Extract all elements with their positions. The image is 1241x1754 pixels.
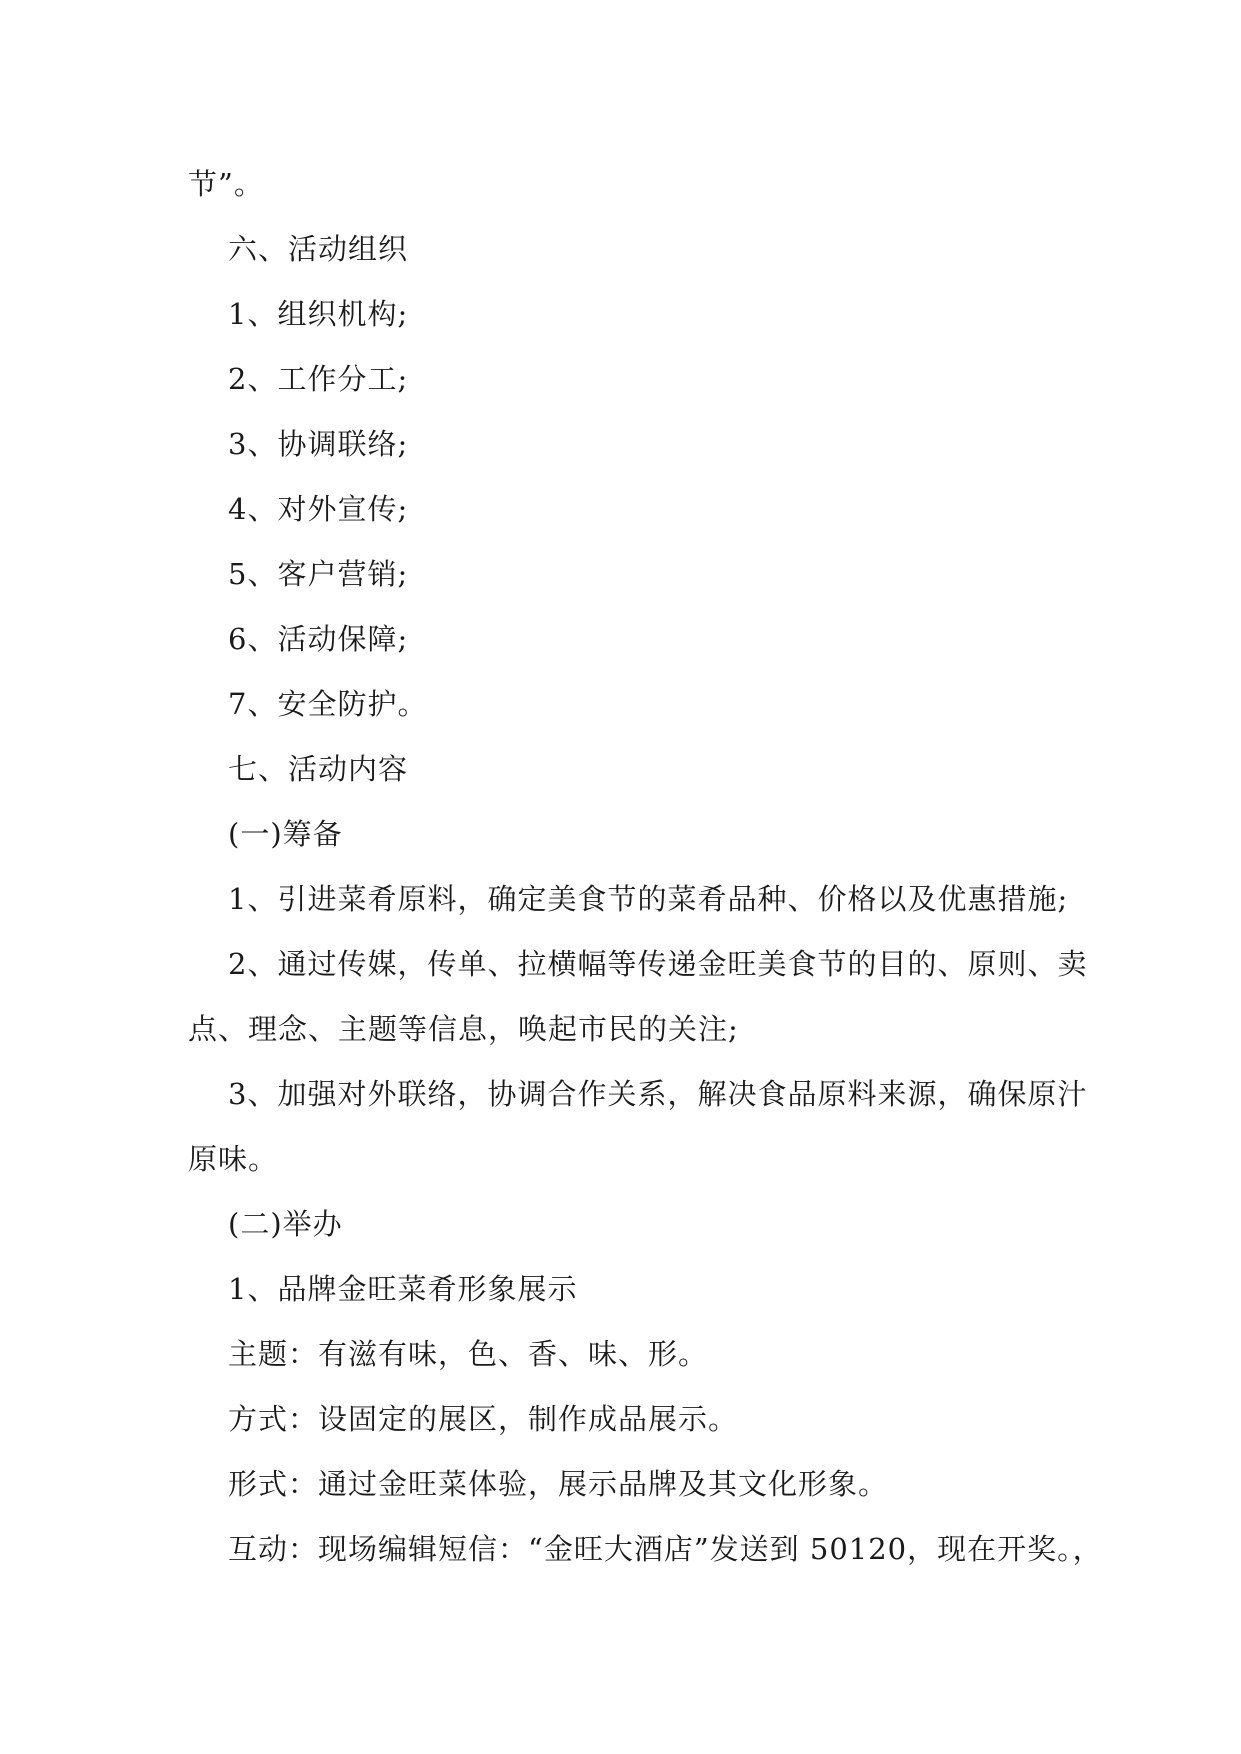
list-item: 4、对外宣传; — [228, 492, 409, 526]
list-item: 3、协调联络; — [228, 427, 409, 461]
subsection-heading: (二)举办 — [228, 1207, 343, 1241]
section-heading: 六、活动组织 — [228, 232, 409, 266]
list-item: 6、活动保障; — [228, 622, 409, 656]
list-item: 2、通过传媒，传单、拉横幅等传递金旺美食节的目的、原则、卖 — [228, 947, 1088, 981]
list-item: 3、加强对外联络，协调合作关系，解决食品原料来源，确保原汁 — [228, 1077, 1088, 1111]
list-item-continuation: 原味。 — [188, 1142, 279, 1176]
list-item: 1、品牌金旺菜肴形象展示 — [228, 1272, 578, 1306]
text-line: 形式：通过金旺菜体验，展示品牌及其文化形象。 — [228, 1467, 889, 1501]
list-item: 7、安全防护。 — [228, 687, 428, 721]
list-item: 2、工作分工; — [228, 362, 409, 396]
list-item: 1、引进菜肴原料，确定美食节的菜肴品种、价格以及优惠措施; — [228, 882, 1069, 916]
text-line: 方式：设固定的展区，制作成品展示。 — [228, 1402, 739, 1436]
subsection-heading: (一)筹备 — [228, 817, 343, 851]
list-item: 1、组织机构; — [228, 297, 409, 331]
text-line: 互动：现场编辑短信：“金旺大酒店”发送到 50120，现在开奖。， — [228, 1532, 1103, 1566]
text-line: 节”。 — [188, 167, 264, 201]
text-line: 主题：有滋有味，色、香、味、形。 — [228, 1337, 709, 1371]
list-item-continuation: 点、理念、主题等信息，唤起市民的关注; — [188, 1012, 739, 1046]
list-item: 5、客户营销; — [228, 557, 409, 591]
section-heading: 七、活动内容 — [228, 752, 409, 786]
